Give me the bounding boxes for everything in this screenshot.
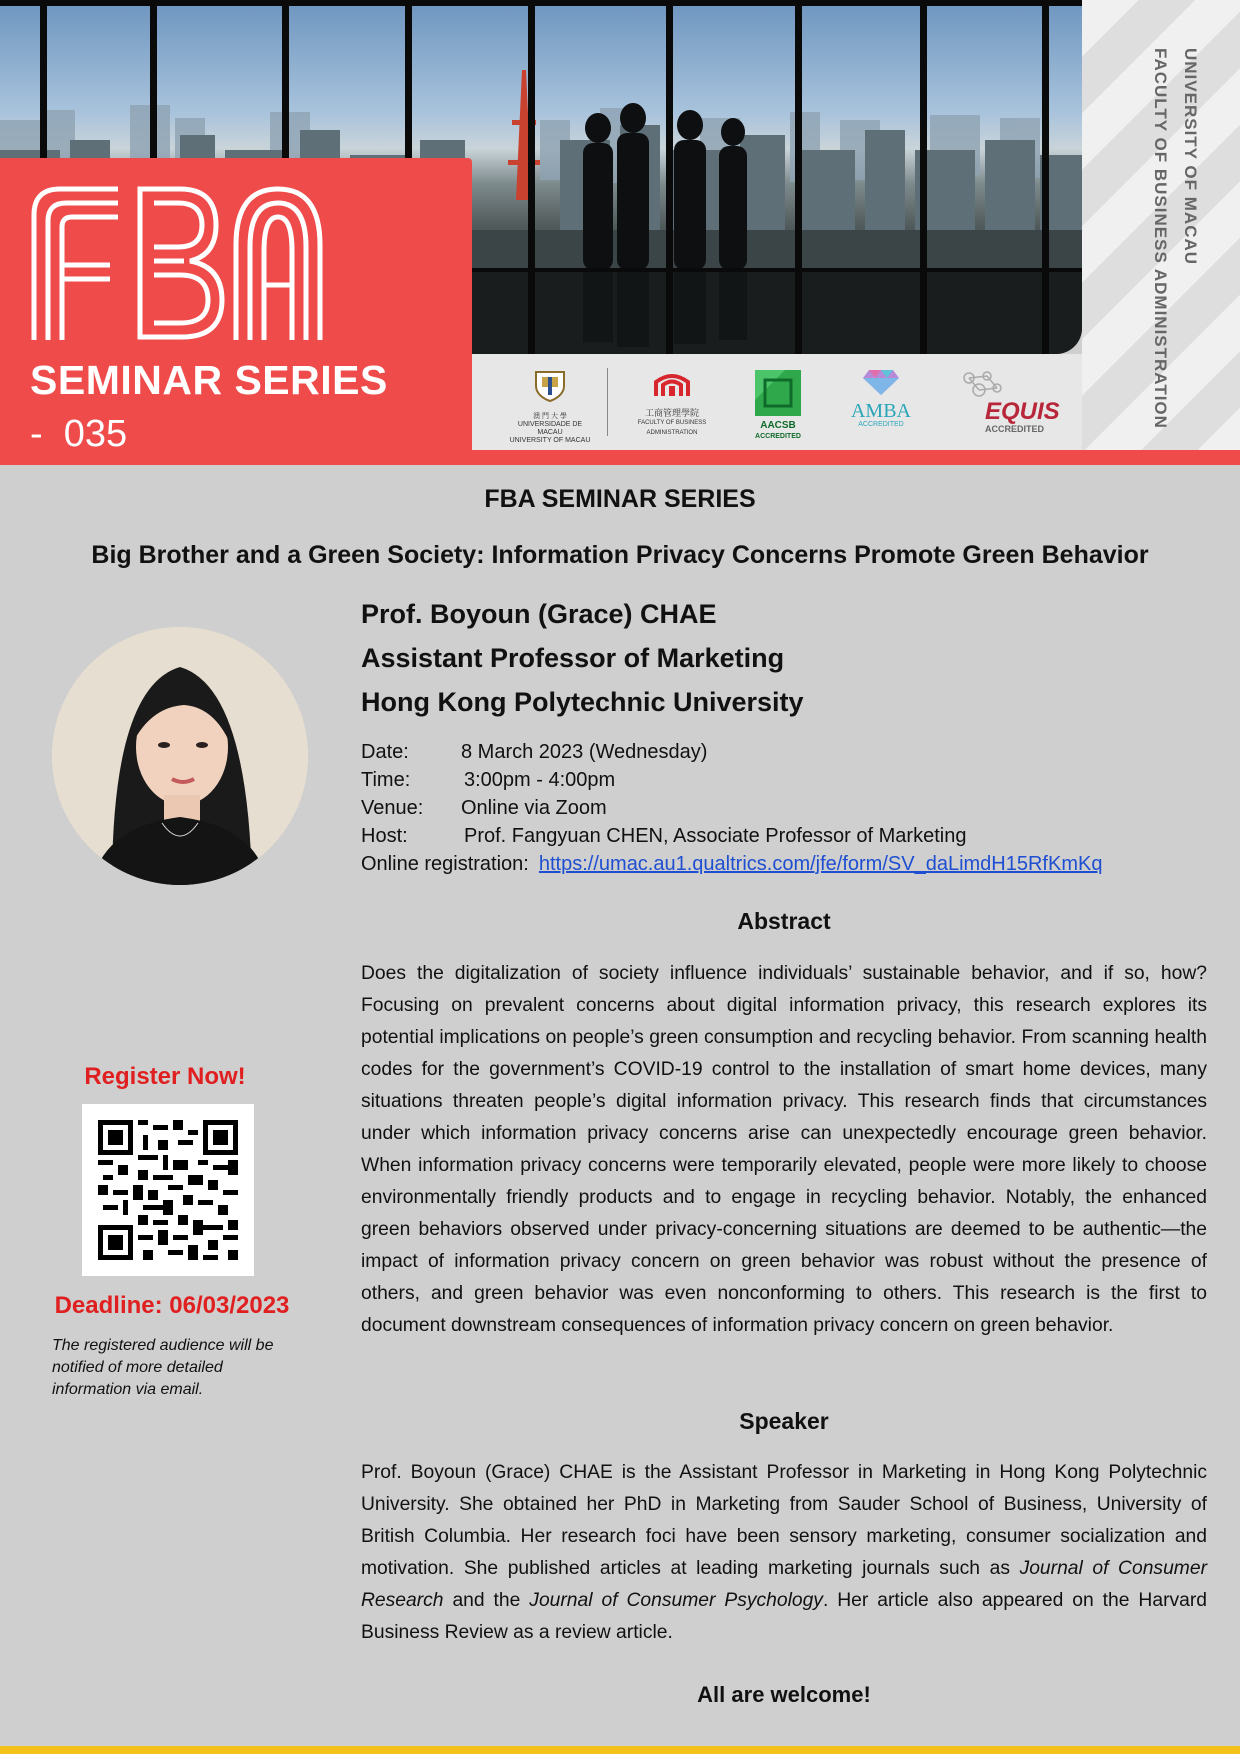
bio-journal1: Journal of Consumer Research [361,1558,1207,1611]
aacsb-logo [752,370,804,442]
amba-logo [846,368,916,429]
faculty-logo-caption: 工商管理學院 FACULTY OF BUSINESS ADMINISTRATION [637,408,707,436]
speaker-info [361,592,804,724]
amba-caption: ACCREDITED [858,421,904,428]
equis-wordmark: EQUIS [985,398,1060,425]
speaker-bio [361,1457,1207,1649]
time-row [361,766,1102,794]
bottom-accent-bar [0,1746,1240,1754]
register-now-label: Register Now! [84,1063,246,1090]
registration-link[interactable]: https://umac.au1.qualtrics.com/jfe/form/SV_daLimdH15RfKmKq [538,853,1103,875]
bio-part2: and the [443,1590,530,1611]
bio-part1: Prof. Boyoun (Grace) CHAE is the Assistant Professor in Marketing in Hong Kong Polytechnic University. She obtained her PhD in Marketing from Sauder School of Business, University of British Columbia. Her research foci have been sensory marketing, consumer socialization and motivation. She published articles at leading marketing journals such as [361,1462,1207,1579]
time-value: 3:00pm - 4:00pm [464,769,616,791]
university-crest-icon [532,368,568,402]
amba-diamond-icon [861,368,901,396]
qr-code-icon [98,1120,238,1260]
logo-divider [607,368,608,436]
host-value: Prof. Fangyuan CHEN, Associate Professor of Marketing [464,825,967,847]
registration-row [361,850,1102,878]
registration-qr-code[interactable] [82,1104,254,1276]
abstract-text: Does the digitalization of society influence individuals’ sustainable behavior, and if so, how? Focusing on prevalent concerns about digital information privacy, this research explores its potential implications on people’s green consumption and recycling behavior. From scanning health codes for the government’s COVID-19 control to the installation of smart home devices, many situations threaten people’s digital information privacy. This research finds that circumstances under which information privacy concerns arise can unexpectedly encourage green behavior. When information privacy concerns were temporarily elevated, people were more likely to choose environmentally friendly products and to engage in recycling behavior. Notably, the enhanced green behaviors observed under privacy-concerning situations are deemed to be authentic—the impact of information privacy concern on green behavior was robust without the presence of others, and green behavior was even nonconforming to others. This research is the first to document downstream consequences of information privacy concern on green behavior. [361,963,1207,1336]
university-name-line2: FACULTY OF BUSINESS ADMINISTRATION [1151,48,1170,429]
university-name [1145,48,1205,429]
date-row [361,738,1102,766]
header-banner [0,0,1240,465]
speaker-photo-illustration [52,627,308,885]
speaker-name: Prof. Boyoun (Grace) CHAE [361,599,717,629]
red-accent-stripe [0,450,1240,465]
seminar-series-label: SEMINAR SERIES [30,357,388,403]
abstract-heading: Abstract [737,908,831,934]
fba-logo [30,185,330,340]
speaker-position: Assistant Professor of Marketing [361,643,785,673]
bio-part3: . Her article also appeared on the Harvard Business Review as a review article. [361,1590,1207,1643]
equis-caption: ACCREDITED [985,424,1045,434]
event-details [361,738,1102,878]
series-heading: FBA SEMINAR SERIES [484,485,756,513]
registration-notice: The registered audience will be notified of more detailed information via email. [52,1337,274,1398]
aacsb-caption: AACSB ACCREDITED [755,420,801,440]
university-of-macau-logo [505,368,595,445]
venue-value: Online via Zoom [461,797,607,819]
bio-journal2: Journal of Consumer Psychology [529,1590,823,1611]
date-value: 8 March 2023 (Wednesday) [461,741,708,763]
host-label: Host: [361,825,408,847]
seminar-title: Big Brother and a Green Society: Information Privacy Concerns Promote Green Behavior [91,541,1149,569]
faculty-emblem-icon [652,370,692,400]
host-row [361,822,1102,850]
equis-network-icon [957,370,1007,398]
venue-label: Venue: [361,797,424,819]
seminar-series-number: - 035 [30,413,128,455]
university-logo-caption: 澳 門 大 學 UNIVERSIDADE DE MACAU UNIVERSITY OF MACAU [509,413,591,444]
time-label: Time: [361,769,411,791]
welcome-message: All are welcome! [697,1682,871,1707]
faculty-logo [622,370,722,437]
registration-label: Online registration: [361,853,529,875]
aacsb-emblem-icon [755,370,801,416]
registration-deadline: Deadline: 06/03/2023 [54,1292,290,1319]
speaker-heading: Speaker [739,1408,829,1434]
amba-wordmark: AMBA [850,400,911,422]
university-name-line1: UNIVERSITY OF MACAU [1181,48,1200,266]
date-label: Date: [361,741,409,763]
speaker-portrait [52,627,308,885]
speaker-institution: Hong Kong Polytechnic University [361,687,804,717]
venue-row [361,794,1102,822]
